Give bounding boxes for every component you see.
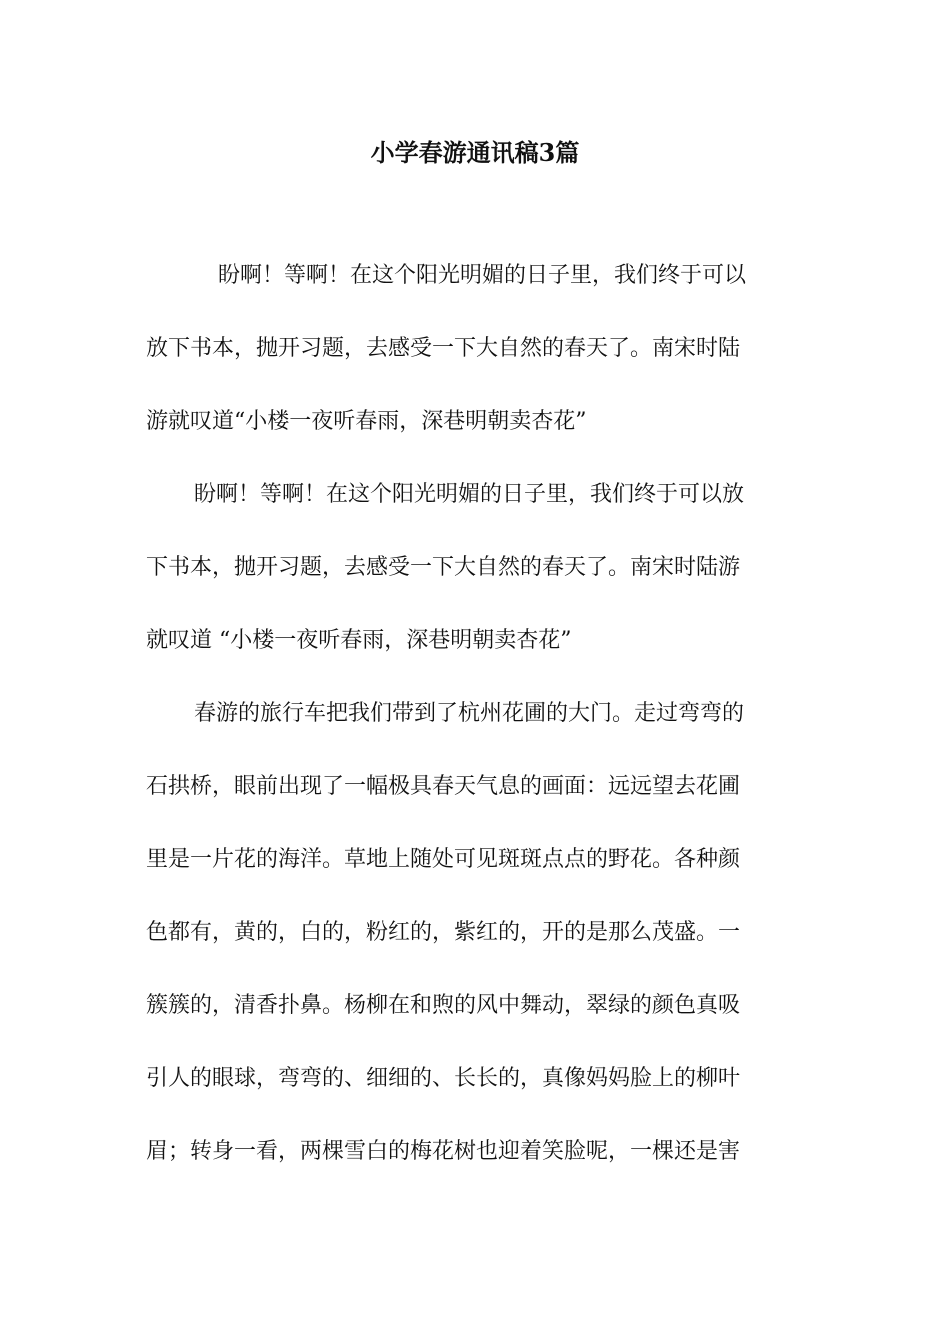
paragraph-1-line-2: 放下书本，抛开习题，去感受一下大自然的春天了。南宋时陆 — [146, 336, 741, 361]
paragraph-2-line-2: 下书本，抛开习题，去感受一下大自然的春天了。南宋时陆游 — [146, 555, 741, 580]
document-title: 小学春游通讯稿3篇 — [370, 138, 580, 167]
paragraph-3-line-4: 色都有，黄的，白的，粉红的，紫红的，开的是那么茂盛。一 — [146, 920, 741, 945]
paragraph-2-line-1: 盼啊！等啊！在这个阳光明媚的日子里，我们终于可以放 — [194, 482, 745, 507]
paragraph-3-line-3: 里是一片花的海洋。草地上随处可见斑斑点点的野花。各种颜 — [146, 847, 741, 872]
paragraph-1-line-3: 游就叹道“小楼一夜听春雨，深巷明朝卖杏花” — [146, 409, 587, 434]
paragraph-3-line-5: 簇簇的，清香扑鼻。杨柳在和煦的风中舞动，翠绿的颜色真吸 — [146, 993, 741, 1018]
paragraph-1-line-1: 盼啊！等啊！在这个阳光明媚的日子里，我们终于可以 — [218, 263, 747, 288]
paragraph-3-line-2: 石拱桥，眼前出现了一幅极具春天气息的画面：远远望去花圃 — [146, 774, 741, 799]
paragraph-3-line-7: 眉；转身一看，两棵雪白的梅花树也迎着笑脸呢，一棵还是害 — [146, 1139, 741, 1164]
paragraph-2-line-3: 就叹道 “小楼一夜听春雨，深巷明朝卖杏花” — [146, 628, 572, 653]
paragraph-3-line-6: 引人的眼球，弯弯的、细细的、长长的，真像妈妈脸上的柳叶 — [146, 1066, 741, 1091]
paragraph-3-line-1: 春游的旅行车把我们带到了杭州花圃的大门。走过弯弯的 — [194, 701, 745, 726]
